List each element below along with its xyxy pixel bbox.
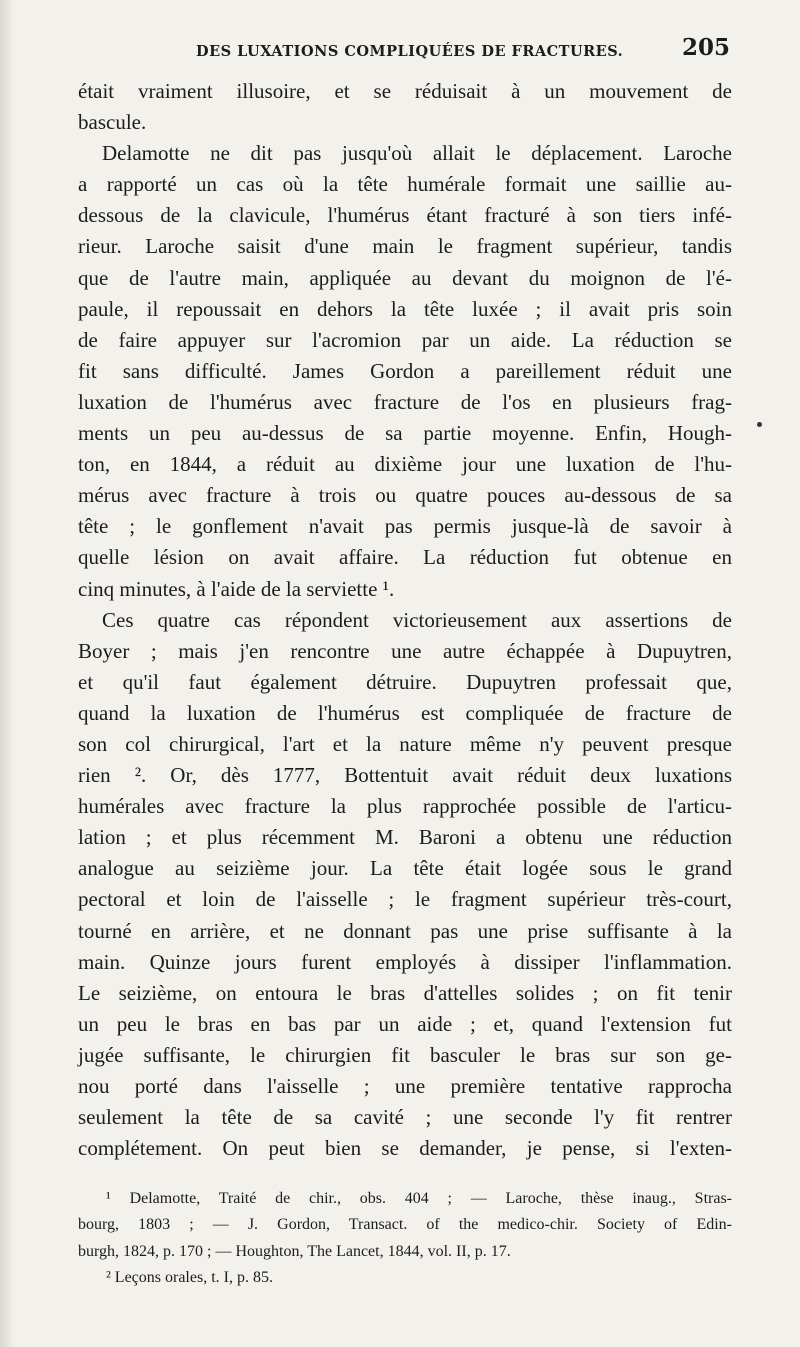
text-line: jugée suffisante, le chirurgien fit basculer le bras sur son ge-: [78, 1042, 732, 1067]
text-line: un peu le bras en bas par un aide ; et, quand l'extension fut: [78, 1011, 732, 1036]
text-line: son col chirurgical, l'art et la nature même n'y peuvent presque: [78, 731, 732, 756]
footnote-line: ² Leçons orales, t. I, p. 85.: [106, 1269, 273, 1287]
text-line: tourné en arrière, et ne donnant pas une prise suffisante à la: [78, 918, 732, 943]
ink-speck: [757, 422, 762, 427]
text-line: a rapporté un cas où la tête humérale formait une saillie au-: [78, 172, 732, 197]
text-line: tête ; le gonflement n'avait pas permis jusque-là de savoir à: [78, 514, 732, 539]
text-line: Delamotte ne dit pas jusqu'où allait le déplacement. Laroche: [102, 141, 732, 166]
text-line: fit sans difficulté. James Gordon a pareillement réduit une: [78, 358, 732, 383]
text-line: que de l'autre main, appliquée au devant du moignon de l'é-: [78, 265, 732, 290]
text-line: pectoral et loin de l'aisselle ; le fragment supérieur très-court,: [78, 887, 732, 912]
binding-shadow: [0, 0, 14, 1347]
text-line: Ces quatre cas répondent victorieusement aux assertions de: [102, 607, 732, 632]
text-line: ments un peu au-dessus de sa partie moyenne. Enfin, Hough-: [78, 421, 732, 446]
text-line: dessous de la clavicule, l'humérus étant fracturé à son tiers infé-: [78, 203, 732, 228]
text-line: main. Quinze jours furent employés à dissiper l'inflammation.: [78, 949, 732, 974]
page-header: [80, 34, 730, 66]
footnote-line: bourg, 1803 ; — J. Gordon, Transact. of the medico-chir. Society of Edin-: [78, 1216, 732, 1234]
text-line: était vraiment illusoire, et se réduisait à un mouvement de: [78, 79, 732, 103]
footnotes: [78, 1186, 732, 1292]
text-line: quelle lésion on avait affaire. La réduction fut obtenue en: [78, 545, 732, 570]
text-line: paule, il repoussait en dehors la tête luxée ; il avait pris soin: [78, 296, 732, 321]
text-line: de faire appuyer sur l'acromion par un aide. La réduction se: [78, 327, 732, 352]
running-head: DES LUXATIONS COMPLIQUÉES DE FRACTURES.: [196, 43, 624, 60]
text-line: analogue au seizième jour. La tête était logée sous le grand: [78, 856, 732, 881]
footnote-line: burgh, 1824, p. 170 ; — Houghton, The Lancet, 1844, vol. II, p. 17.: [78, 1242, 511, 1260]
text-line: bascule.: [78, 110, 147, 135]
text-line: Le seizième, on entoura le bras d'attelles solides ; on fit tenir: [78, 980, 732, 1005]
text-line: luxation de l'humérus avec fracture de l'os en plusieurs frag-: [78, 389, 732, 414]
text-line: et qu'il faut également détruire. Dupuytren professait que,: [78, 669, 732, 694]
text-line: cinq minutes, à l'aide de la serviette ¹.: [78, 576, 395, 601]
text-line: mérus avec fracture à trois ou quatre pouces au-dessous de sa: [78, 483, 732, 508]
text-line: ton, en 1844, a réduit au dixième jour une luxation de l'hu-: [78, 452, 732, 477]
text-line: lation ; et plus récemment M. Baroni a obtenu une réduction: [78, 825, 732, 850]
body-text: [78, 76, 732, 1164]
page-number: 205: [681, 34, 730, 61]
text-line: rien ². Or, dès 1777, Bottentuit avait réduit deux luxations: [78, 763, 732, 788]
text-line: rieur. Laroche saisit d'une main le fragment supérieur, tandis: [78, 234, 732, 259]
text-line: nou porté dans l'aisselle ; une première tentative rapprocha: [78, 1074, 732, 1098]
text-line: complétement. On peut bien se demander, je pense, si l'exten-: [78, 1136, 732, 1161]
text-line: humérales avec fracture la plus rapprochée possible de l'articu-: [78, 794, 732, 819]
text-line: Boyer ; mais j'en rencontre une autre échappée à Dupuytren,: [78, 638, 732, 663]
text-line: seulement la tête de sa cavité ; une seconde l'y fit rentrer: [78, 1105, 732, 1130]
footnote-line: ¹ Delamotte, Traité de chir., obs. 404 ; — Laroche, thèse inaug., Stras-: [106, 1190, 732, 1207]
text-line: quand la luxation de l'humérus est compliquée de fracture de: [78, 700, 732, 725]
